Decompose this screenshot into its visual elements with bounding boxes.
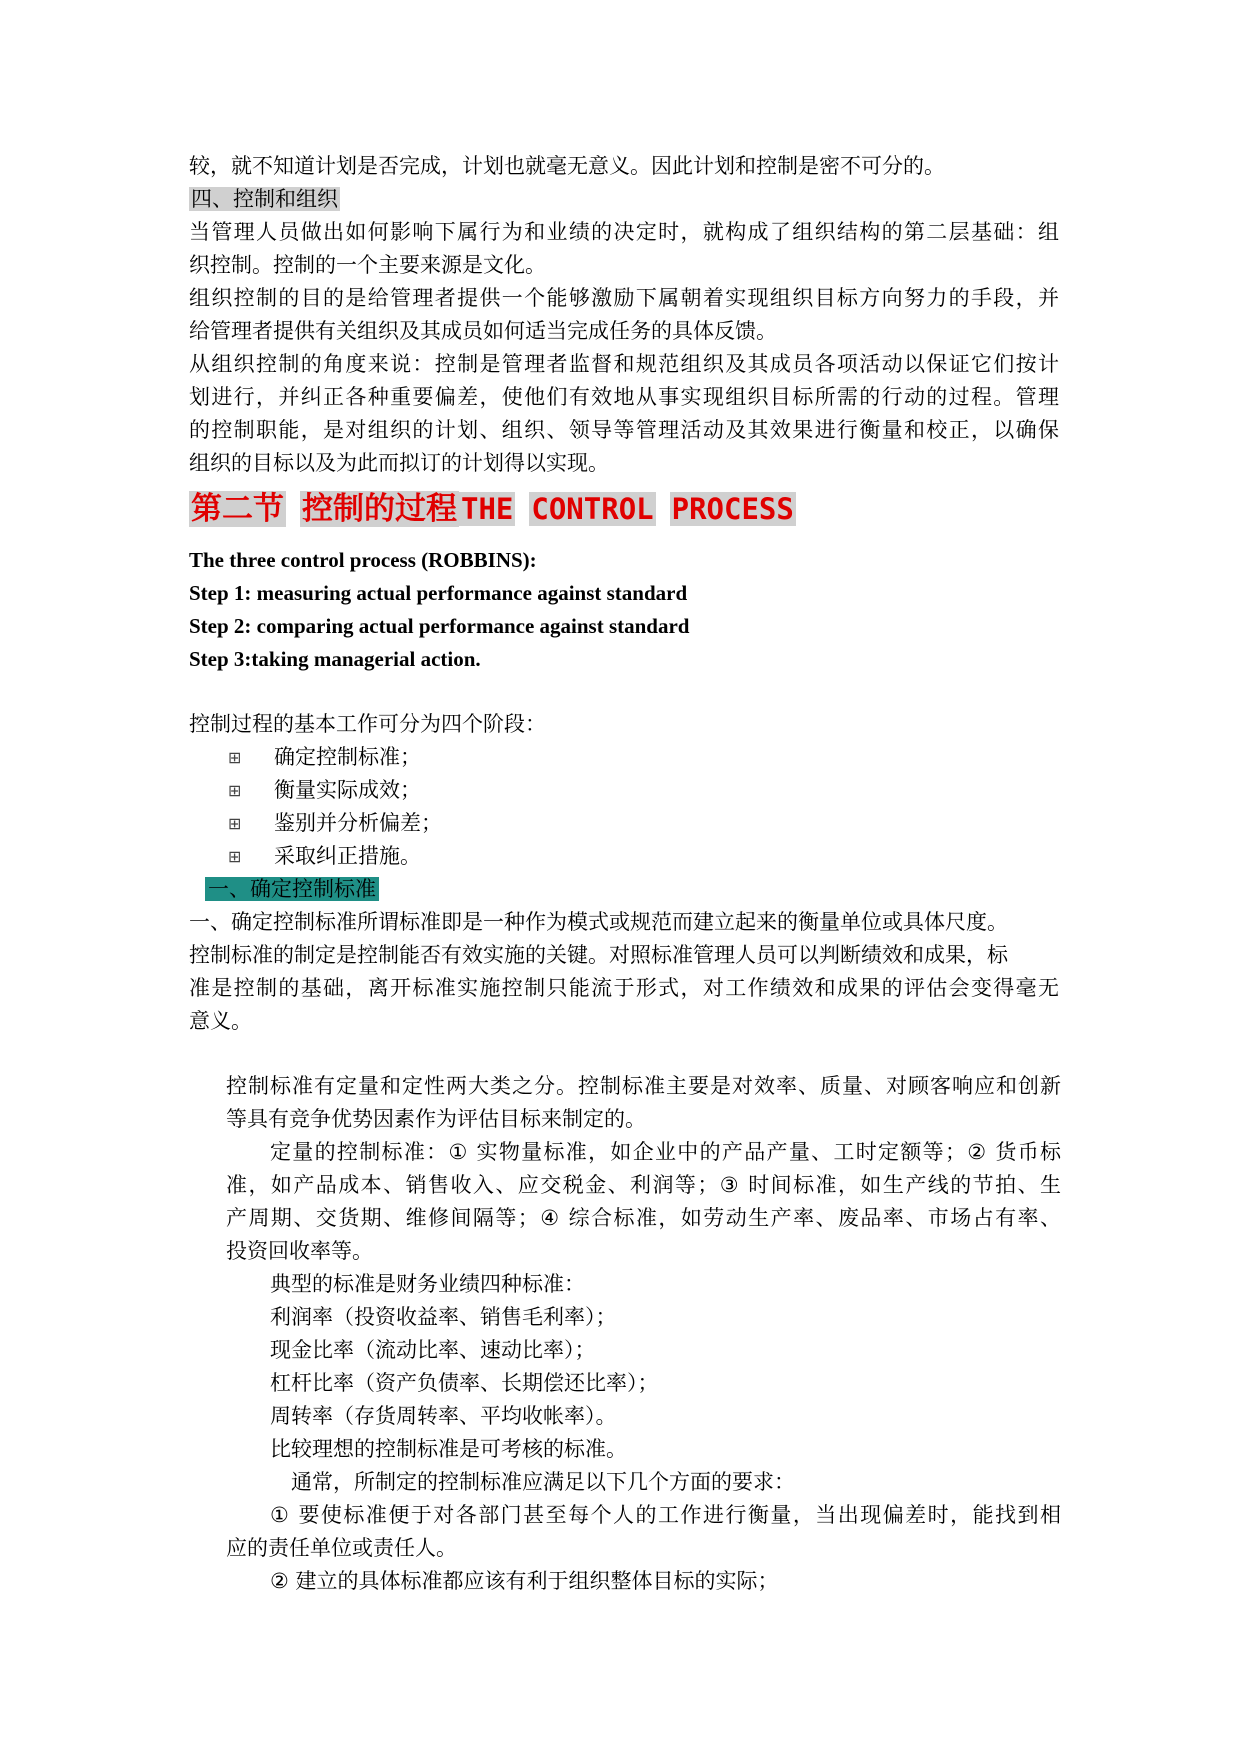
robbins-step-2: Step 2: comparing actual performance against standard — [189, 614, 690, 638]
paragraph-line: 较，就不知道计划是否完成，计划也就毫无意义。因此计划和控制是密不可分的。 — [189, 154, 945, 178]
indent-line: 利润率（投资收益率、销售毛利率）； — [270, 1305, 617, 1329]
indent-line: ① 要使标准便于对各部门甚至每个人的工作进行衡量，当出现偏差时，能找到相 — [270, 1503, 1061, 1527]
bullet-icon: ⊞ — [228, 748, 242, 767]
section-title-cn: 控制的过程 — [302, 491, 457, 527]
subheading-text: 一、确定控制标准 — [205, 877, 379, 901]
stage-item: 衡量实际成效； — [274, 778, 421, 802]
subheading-set-standards — [205, 873, 379, 906]
robbins-step-3: Step 3:taking managerial action. — [189, 647, 481, 671]
body-line: 意义。 — [189, 1009, 252, 1033]
stage-item: 鉴别并分析偏差； — [274, 811, 442, 835]
indent-line: 控制标准有定量和定性两大类之分。控制标准主要是对效率、质量、对顾客响应和创新 — [226, 1074, 1061, 1098]
robbins-intro: The three control process (ROBBINS): — [189, 548, 537, 572]
indent-line: 应的责任单位或责任人。 — [226, 1536, 457, 1560]
bullet-icon: ⊞ — [228, 847, 242, 866]
bullet-icon: ⊞ — [228, 814, 242, 833]
paragraph-line: 组织控制的目的是给管理者提供一个能够激励下属朝着实现组织目标方向努力的手段，并 — [189, 286, 1059, 310]
paragraph-line: 给管理者提供有关组织及其成员如何适当完成任务的具体反馈。 — [189, 319, 777, 343]
indent-line: 现金比率（流动比率、速动比率）； — [270, 1338, 596, 1362]
indent-line: 典型的标准是财务业绩四种标准： — [270, 1272, 585, 1296]
robbins-step-1: Step 1: measuring actual performance against standard — [189, 581, 688, 605]
indent-line: 产周期、交货期、维修间隔等；④ 综合标准，如劳动生产率、废品率、市场占有率、 — [226, 1206, 1061, 1230]
indent-line: 投资回收率等。 — [226, 1239, 373, 1263]
section-heading-control-and-organization — [189, 183, 340, 216]
bullet-icon: ⊞ — [228, 781, 242, 800]
paragraph-line: 当管理人员做出如何影响下属行为和业绩的决定时，就构成了组织结构的第二层基础：组 — [189, 220, 1059, 244]
body-line: 控制标准的制定是控制能否有效实施的关键。对照标准管理人员可以判断绩效和成果，标 — [189, 943, 1008, 967]
indent-line: 定量的控制标准：① 实物量标准，如企业中的产品产量、工时定额等；② 货币标 — [270, 1140, 1061, 1164]
indent-line: 周转率（存货周转率、平均收帐率）。 — [270, 1404, 617, 1428]
indent-line: 比较理想的控制标准是可考核的标准。 — [270, 1437, 627, 1461]
indent-line: 等具有竞争优势因素作为评估目标来制定的。 — [226, 1107, 646, 1131]
section-title-en-1: THE — [461, 492, 514, 526]
indent-line: 通常，所制定的控制标准应满足以下几个方面的要求： — [291, 1470, 795, 1494]
paragraph-line: 的控制职能，是对组织的计划、组织、领导等管理活动及其效果进行衡量和校正，以确保 — [189, 418, 1059, 442]
section-title-number: 第二节 — [191, 491, 284, 527]
stage-item: 采取纠正措施。 — [274, 844, 421, 868]
indent-line: 准，如产品成本、销售收入、应交税金、利润等；③ 时间标准，如生产线的节拍、生 — [226, 1173, 1061, 1197]
stages-intro: 控制过程的基本工作可分为四个阶段： — [189, 712, 546, 736]
heading-text: 四、控制和组织 — [191, 187, 338, 211]
section-title — [189, 487, 796, 531]
body-line: 一、确定控制标准所谓标准即是一种作为模式或规范而建立起来的衡量单位或具体尺度。 — [189, 910, 1008, 934]
indent-line: 杠杆比率（资产负债率、长期偿还比率）； — [270, 1371, 659, 1395]
body-line: 准是控制的基础，离开标准实施控制只能流于形式，对工作绩效和成果的评估会变得毫无 — [189, 976, 1059, 1000]
paragraph-line: 划进行，并纠正各种重要偏差，使他们有效地从事实现组织目标所需的行动的过程。管理 — [189, 385, 1059, 409]
indent-line: ② 建立的具体标准都应该有利于组织整体目标的实际； — [270, 1569, 779, 1593]
paragraph-line: 组织的目标以及为此而拟订的计划得以实现。 — [189, 451, 609, 475]
paragraph-line: 织控制。控制的一个主要来源是文化。 — [189, 253, 546, 277]
stage-item: 确定控制标准； — [274, 745, 421, 769]
section-title-en-3: PROCESS — [671, 492, 794, 526]
paragraph-line: 从组织控制的角度来说：控制是管理者监督和规范组织及其成员各项活动以保证它们按计 — [189, 352, 1059, 376]
section-title-en-2: CONTROL — [531, 492, 654, 526]
